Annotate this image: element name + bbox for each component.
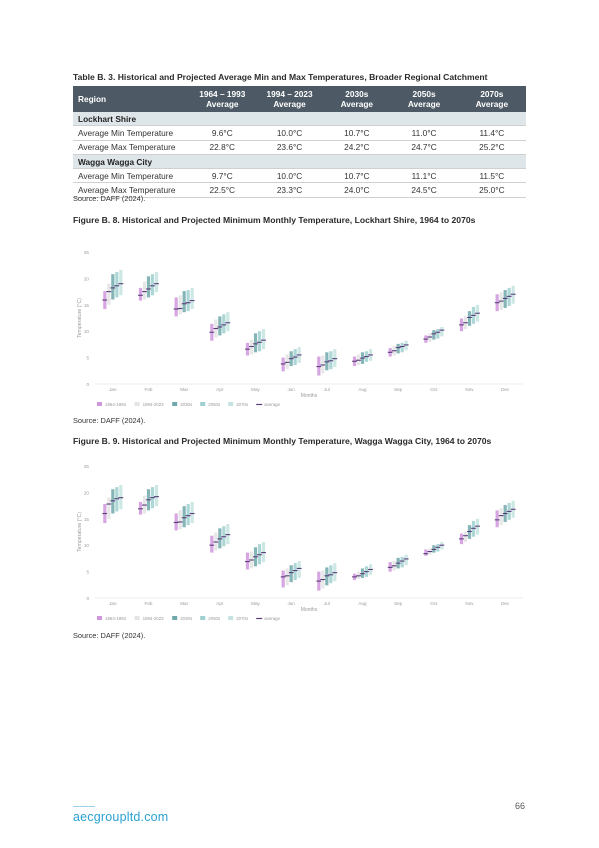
legend-swatch [97,402,102,406]
header-2050s: 2050s Average [390,86,457,112]
x-tick-label: Sep [394,601,403,606]
header-region: Region [73,86,189,112]
legend-swatch [228,402,233,406]
header-2030s: 2030s Average [323,86,390,112]
y-tick-label: 20 [83,490,89,496]
bar-2030s [432,330,435,340]
x-tick-label: May [251,601,260,606]
figure-b9-source: Source: DAFF (2024). [73,631,146,640]
x-tick-label: May [251,387,260,392]
bar-1994-2023 [500,508,503,525]
legend-label: 2070s [236,616,249,621]
y-tick-label: 25 [83,250,89,255]
legend-label: 1964-1993 [105,402,126,407]
x-tick-label: Jan [109,601,117,606]
legend-label: 2050s [208,616,221,621]
bar-2070s [155,272,158,292]
bar-2050s [151,274,154,295]
legend-label: 1994-2023 [142,616,164,621]
bar-2050s [187,290,190,311]
bar-2070s [440,327,443,337]
legend-label: average [264,616,281,621]
bar-2030s [254,333,257,352]
legend-swatch [200,402,205,406]
bar-2070s [226,312,229,331]
bar-2050s [258,331,261,351]
table-row: Average Min Temperature 9.6°C 10.0°C 10.7°C 11.0°C 11.4°C [73,126,526,140]
bar-1964-1993 [139,288,142,301]
y-tick-label: 0 [86,382,89,387]
y-tick-label: 5 [86,355,89,361]
bar-2030s [111,274,114,299]
y-tick-label: 0 [86,596,89,601]
x-tick-label: Jul [323,601,330,606]
bar-2050s [187,504,190,525]
y-tick-label: 10 [83,329,89,335]
legend-swatch [135,402,140,406]
bar-2050s [115,272,118,297]
legend-swatch [97,616,102,620]
x-tick-label: Nov [465,601,474,606]
bar-2070s [262,329,265,349]
bar-2050s [294,563,297,580]
bar-1994-2023 [464,531,467,542]
x-tick-label: Nov [465,387,474,392]
bar-2030s [468,311,471,326]
legend-swatch [172,616,177,620]
legend-swatch [172,402,177,406]
y-tick-label: 20 [83,276,89,282]
bar-2070s [405,555,408,566]
bar-1994-2023 [107,284,110,305]
bar-2050s [401,557,404,568]
bar-2030s [397,344,400,354]
legend-label: 2070s [236,402,249,407]
page-number: 66 [515,801,526,811]
x-tick-label: Apr [216,601,224,606]
table-row: Average Min Temperature 9.7°C 10.0°C 10.7°C 11.1°C 11.5°C [73,169,526,183]
table-title: Table B. 3. Historical and Projected Average Min and Max Temperatures, Broader Regional Catchment [73,72,488,82]
group-row: Wagga Wagga City [73,154,526,168]
bar-1964-1993 [496,510,499,527]
bar-2050s [401,343,404,353]
table-source: Source: DAFF (2024). [73,194,146,203]
bar-1994-2023 [179,510,182,529]
table-row: Average Max Temperature 22.8°C 23.6°C 24.2°C 24.7°C 25.2°C [73,140,526,154]
x-tick-label: Dec [501,387,510,392]
figure-b8-title: Figure B. 8. Historical and Projected Minimum Monthly Temperature, Lockhart Shire, 1964 to 2070s [73,215,476,225]
x-tick-label: Mar [180,387,189,392]
bar-2050s [222,314,225,333]
legend-label: 2050s [208,402,221,407]
x-tick-label: Aug [358,601,367,606]
x-tick-label: Feb [144,387,153,392]
y-tick-label: 10 [83,543,89,549]
x-axis-label: Months [300,393,318,399]
header-2070s: 2070s Average [458,86,526,112]
x-tick-label: Mar [180,601,189,606]
bar-2030s [183,506,186,527]
x-tick-label: Jun [287,601,295,606]
bar-1994-2023 [143,282,146,300]
figure-b9-title: Figure B. 9. Historical and Projected Minimum Monthly Temperature, Wagga Wagga City, 1964 to 2070s [73,436,492,446]
y-axis-label: Temperature (°C) [77,512,83,552]
bar-1964-1993 [175,297,178,316]
bar-2030s [183,291,186,312]
legend-swatch [200,616,205,620]
y-tick-label: 25 [83,464,89,469]
chart-wagga-wagga [73,456,533,628]
x-tick-label: Sep [394,387,403,392]
y-tick-label: 5 [86,569,89,575]
bar-2070s [191,288,194,309]
figure-b8-source: Source: DAFF (2024). [73,416,146,425]
legend-label: 1964-1993 [105,616,126,621]
bar-1964-1993 [424,549,427,555]
bar-1964-1993 [282,571,285,588]
bar-2070s [298,561,301,578]
bar-1964-1993 [210,536,213,553]
bar-1994-2023 [179,295,182,314]
bar-2070s [191,502,194,523]
bar-2050s [436,329,439,339]
group-row: Lockhart Shire [73,112,526,126]
table-row: Average Max Temperature 22.5°C 23.3°C 24.0°C 24.5°C 25.0°C [73,183,526,197]
x-tick-label: Oct [430,387,438,392]
logo-accent-line [73,806,95,807]
temperature-table [73,86,526,198]
x-tick-label: Jan [109,387,117,392]
legend-label: 1994-2023 [142,402,164,407]
x-axis-label: Months [300,607,318,613]
bar-1994-2023 [107,498,110,519]
x-tick-label: Dec [501,601,510,606]
x-tick-label: Apr [216,387,224,392]
bar-2070s [155,485,158,506]
x-tick-label: Aug [358,387,367,392]
x-tick-label: Jun [287,387,295,392]
legend-swatch [228,616,233,620]
bar-2070s [119,270,122,295]
chart-lockhart [73,242,533,414]
y-axis-label: Temperature (°C) [77,298,83,338]
legend-swatch [135,616,140,620]
bar-1994-2023 [286,568,289,585]
y-tick-label: 15 [83,302,89,308]
bar-2030s [218,316,221,335]
legend-label: 2030s [180,402,193,407]
header-1964-1993: 1964 – 1993 Average [189,86,256,112]
x-tick-label: Jul [323,387,330,392]
y-tick-label: 15 [83,516,89,522]
x-tick-label: Oct [430,601,438,606]
bar-2030s [147,276,150,297]
company-logo: aecgroupltd.com [73,810,169,824]
header-1994-2023: 1994 – 2023 Average [256,86,323,112]
table-header-row [73,86,526,112]
legend-label: average [264,402,281,407]
bar-2030s [290,565,293,582]
x-tick-label: Feb [144,601,153,606]
legend-label: 2030s [180,616,193,621]
